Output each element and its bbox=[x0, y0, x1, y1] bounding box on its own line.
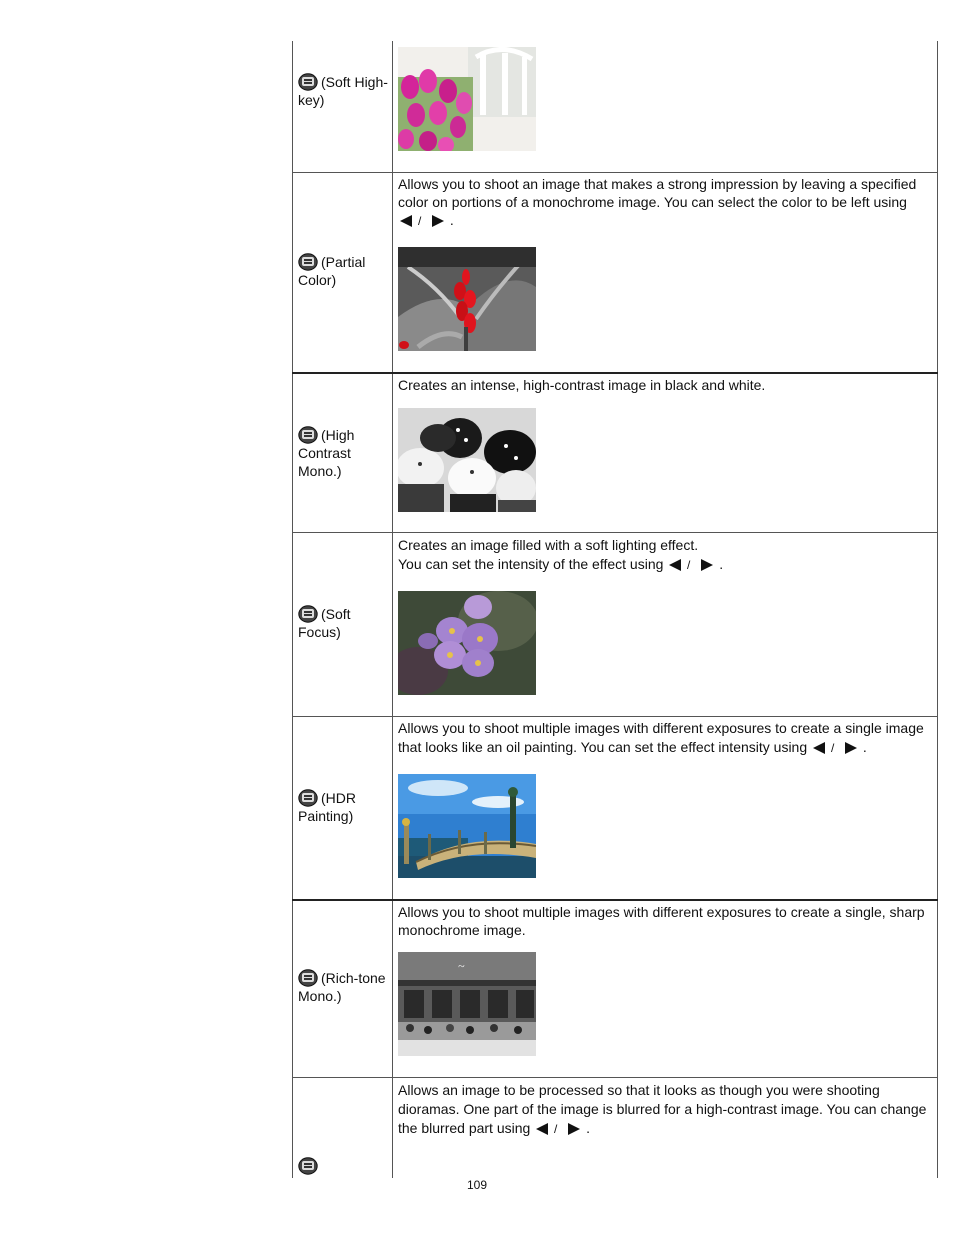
mode-description bbox=[398, 175, 928, 229]
description-text: Allows you to shoot multiple images with different exposures to create a single image that looks like an oil painting. You can set the effect intensity using bbox=[398, 720, 924, 755]
description-suffix: . bbox=[449, 212, 454, 228]
table-row bbox=[292, 717, 938, 899]
table-row bbox=[292, 41, 938, 173]
partial-color-icon bbox=[298, 253, 318, 271]
mode-name-cell bbox=[298, 1157, 390, 1175]
mode-name: (High Contrast Mono.) bbox=[298, 427, 355, 479]
mode-name-cell bbox=[298, 789, 390, 825]
modes-table bbox=[292, 41, 938, 1178]
miniature-icon bbox=[298, 1157, 318, 1175]
cafe-mono-photo bbox=[398, 952, 536, 1056]
red-flower-partial-color-photo bbox=[398, 247, 536, 351]
description-text: Creates an intense, high-contrast image in black and white. bbox=[398, 377, 766, 393]
mode-name: (Partial Color) bbox=[298, 254, 366, 288]
table-row bbox=[292, 901, 938, 1077]
left-right-arrow-icon bbox=[811, 741, 859, 755]
mode-name-cell bbox=[298, 605, 390, 641]
mode-description bbox=[398, 376, 928, 394]
table-row bbox=[292, 173, 938, 372]
svg-text:~: ~ bbox=[458, 959, 465, 973]
mode-description bbox=[398, 536, 928, 574]
soft-focus-icon bbox=[298, 605, 318, 623]
mode-description bbox=[398, 719, 928, 757]
mode-name: (Rich-tone Mono.) bbox=[298, 970, 386, 1004]
description-text: Allows an image to be processed so that it looks as though you were shooting dioramas. One part of the image is blurred for a high-contrast image. You can change the blurred part using bbox=[398, 1082, 927, 1136]
mode-description bbox=[398, 1081, 928, 1138]
mode-name-cell bbox=[298, 969, 390, 1005]
mode-name-cell bbox=[298, 73, 390, 109]
mode-name: (Soft High-key) bbox=[298, 74, 388, 108]
bridge-hdr-photo bbox=[398, 774, 536, 878]
left-right-arrow-icon bbox=[534, 1122, 582, 1136]
description-text: Allows you to shoot multiple images with different exposures to create a single, sharp monochrome image. bbox=[398, 904, 925, 938]
high-contrast-mono-icon bbox=[298, 426, 318, 444]
mode-name: (HDR Painting) bbox=[298, 790, 356, 824]
table-row bbox=[292, 533, 938, 716]
left-right-arrow-icon bbox=[667, 558, 715, 572]
left-right-arrow-icon bbox=[398, 214, 446, 228]
description-text: You can set the intensity of the effect using bbox=[398, 556, 664, 572]
mode-name-cell bbox=[298, 253, 390, 289]
purple-flowers-soft-focus-photo bbox=[398, 591, 536, 695]
page-number: 109 bbox=[467, 1178, 488, 1192]
table-row bbox=[292, 374, 938, 532]
description-text: Allows you to shoot an image that makes a strong impression by leaving a specified color on portions of a monochrome image. You can select the color to be left using bbox=[398, 176, 917, 210]
description-suffix: . bbox=[719, 556, 724, 572]
cupcakes-mono-photo bbox=[398, 408, 536, 512]
mode-name: (Soft Focus) bbox=[298, 606, 351, 640]
table-row bbox=[292, 1078, 938, 1178]
hdr-painting-icon bbox=[298, 789, 318, 807]
mode-description bbox=[398, 903, 928, 939]
pink-tulips-photo bbox=[398, 47, 536, 151]
mode-name-cell bbox=[298, 426, 390, 480]
description-text: Creates an image filled with a soft lighting effect. bbox=[398, 537, 699, 553]
description-suffix: . bbox=[862, 739, 867, 755]
description-suffix: . bbox=[586, 1120, 590, 1136]
soft-high-key-icon bbox=[298, 73, 318, 91]
rich-tone-mono-icon bbox=[298, 969, 318, 987]
